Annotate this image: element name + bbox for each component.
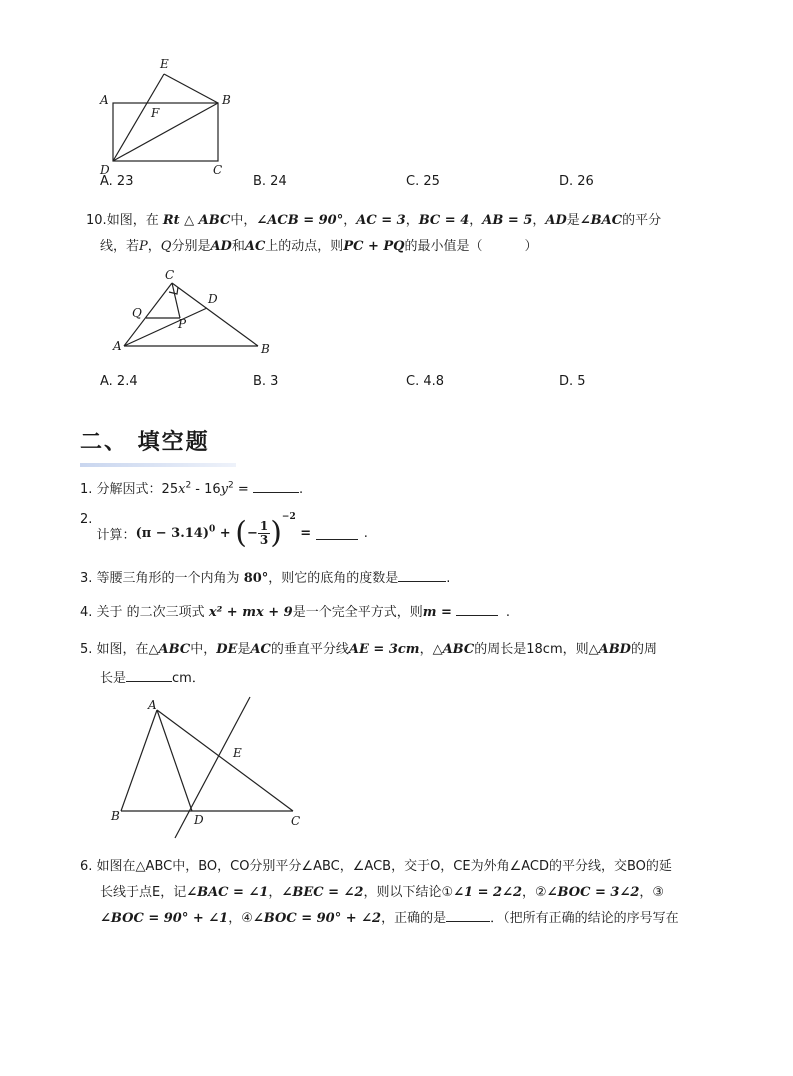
text: cm． [172, 671, 205, 686]
math-m: m = [422, 605, 452, 620]
label-P: P [178, 317, 187, 331]
question-number: 1. [80, 482, 93, 497]
label-E: E [233, 746, 242, 760]
text: ，④ [228, 911, 253, 926]
math-angle-acb: ∠ACB = 90° [256, 213, 344, 228]
label-D: D [194, 813, 204, 827]
question-number: 3. [80, 571, 93, 586]
math-expression: x² + mx + 9 [208, 605, 293, 620]
label-C: C [165, 268, 175, 282]
math-pc-pq: PC + PQ [343, 239, 405, 254]
text: 上的动点，则 [265, 239, 344, 254]
text: 的周长是18cm，则 [474, 642, 589, 657]
text: ， [268, 885, 282, 900]
conclusion-4: ∠BOC = 90° + ∠2 [252, 911, 382, 926]
math-angle-bac: ∠BAC = ∠1 [186, 885, 269, 900]
text: - 16 [191, 482, 221, 497]
math-triangle-abc: △ABC [432, 642, 475, 657]
text: 线，若 [100, 239, 140, 254]
conclusion-2: ∠BOC = 3∠2 [546, 885, 640, 900]
text: 关于 的二次三项式 [96, 605, 209, 620]
text: 分别是 [171, 239, 211, 254]
text: 的周 [630, 642, 657, 657]
text: = [233, 482, 253, 497]
section-title: 二、 填空题 [80, 430, 210, 455]
math-degree: 80° [243, 571, 269, 586]
equals-sign: = [295, 526, 316, 541]
conclusion-1: ∠1 = 2∠2 [453, 885, 522, 900]
label-Q: Q [132, 306, 142, 320]
text: ，则它的底角的度数是 [268, 571, 399, 586]
text: ．（把所有正确的结论的序号写在 [490, 911, 679, 926]
text: ， [469, 213, 483, 228]
exponent: −2 [281, 512, 296, 522]
option-a: A. 2.4 [100, 374, 138, 389]
label-F: F [151, 106, 160, 120]
math-ae: AE = 3cm [348, 642, 420, 657]
fill-question-6-line-1 [80, 855, 672, 874]
answer-blank[interactable] [446, 909, 490, 922]
label-A: A [113, 339, 122, 353]
question-number: 10. [86, 213, 107, 228]
text: 的垂直平分线 [270, 642, 349, 657]
open-paren: ( [235, 515, 247, 551]
text: 的最小值是（ [404, 239, 483, 254]
text: ） [524, 239, 538, 254]
text: 如图在△ABC中，BO，CO分别平分∠ABC，∠ACB，交于O，CE为外角∠ACD的平分线，交BO的延 [96, 859, 672, 874]
text: 是一个完全平方式，则 [292, 605, 423, 620]
text: ，则以下结论① [363, 885, 454, 900]
minus-sign: − [246, 526, 258, 541]
fill-question-6-line-2 [100, 881, 664, 900]
option-a: A. 23 [100, 174, 134, 189]
question-number: 5. [80, 642, 93, 657]
label-B: B [111, 809, 120, 823]
label-C: C [291, 814, 301, 828]
text: 的平分 [622, 213, 662, 228]
text: 中， [230, 213, 257, 228]
text: ， [405, 213, 419, 228]
conclusion-3: ∠BOC = 90° + ∠1 [100, 911, 229, 926]
var-q: Q [160, 239, 172, 254]
math-ac: AC [244, 239, 266, 254]
text: 长是 [100, 671, 127, 686]
label-A: A [100, 93, 109, 107]
text: ， [343, 213, 357, 228]
math-bc: BC = 4 [418, 213, 470, 228]
math-ab: AB = 5 [482, 213, 533, 228]
label-D: D [208, 292, 218, 306]
option-d: D. 26 [559, 174, 594, 189]
math-ad: AD [545, 213, 567, 228]
var-x: x [178, 482, 186, 497]
exponent: 2 [185, 480, 192, 491]
text: ， [147, 239, 161, 254]
label-B: B [222, 93, 231, 107]
math-ac: AC [250, 642, 271, 657]
question-number: 2. [80, 512, 93, 527]
text: . [505, 605, 511, 620]
close-paren: ) [270, 515, 282, 551]
text: ，正确的是 [381, 911, 447, 926]
text: 如图，在 [106, 213, 163, 228]
text: . [446, 571, 451, 586]
label-B: B [261, 342, 270, 356]
question-number: 6. [80, 859, 93, 874]
text: 如图，在 [96, 642, 149, 657]
option-c: C. 25 [406, 174, 440, 189]
text: 分解因式：25 [96, 482, 179, 497]
fill-question-6-line-3 [100, 907, 679, 926]
text: ， [532, 213, 546, 228]
label-C: C [213, 163, 223, 177]
math-triangle-abc: △ABC [148, 642, 191, 657]
text: . [298, 482, 304, 497]
exponent: 2 [228, 480, 234, 491]
math-angle-bec: ∠BEC = ∠2 [281, 885, 364, 900]
label-D: D [100, 163, 110, 177]
text: 是 [566, 213, 580, 228]
math-angle-bac: ∠BAC [579, 213, 623, 228]
text: 等腰三角形的一个内角为 [96, 571, 244, 586]
text: ， [419, 642, 433, 657]
numerator: 1 [259, 519, 269, 533]
question-number: 4. [80, 605, 93, 620]
math-triangle-abd: △ABD [588, 642, 631, 657]
option-c: C. 4.8 [406, 374, 445, 389]
math-de: DE [216, 642, 238, 657]
label-A: A [148, 698, 157, 712]
option-d: D. 5 [559, 374, 586, 389]
text: 计算： [96, 528, 136, 543]
math-expression: (π − 3.14) [135, 526, 209, 541]
text: 是 [237, 642, 251, 657]
var-p: P [139, 239, 148, 254]
option-b: B. 3 [253, 374, 279, 389]
label-E: E [160, 57, 169, 71]
text: 中， [190, 642, 217, 657]
text: ，② [522, 885, 547, 900]
option-b: B. 24 [253, 174, 287, 189]
plus-sign: + [215, 526, 236, 541]
math-rt-abc: Rt △ ABC [162, 213, 231, 228]
text: ，③ [639, 885, 665, 900]
text: 和 [231, 239, 245, 254]
var-y: y [220, 482, 229, 497]
math-ad: AD [210, 239, 232, 254]
text: 长线于点E，记 [100, 885, 187, 900]
exponent: 0 [209, 524, 216, 535]
denominator: 3 [259, 533, 269, 547]
text: . [363, 526, 368, 541]
math-ac: AC = 3 [356, 213, 406, 228]
